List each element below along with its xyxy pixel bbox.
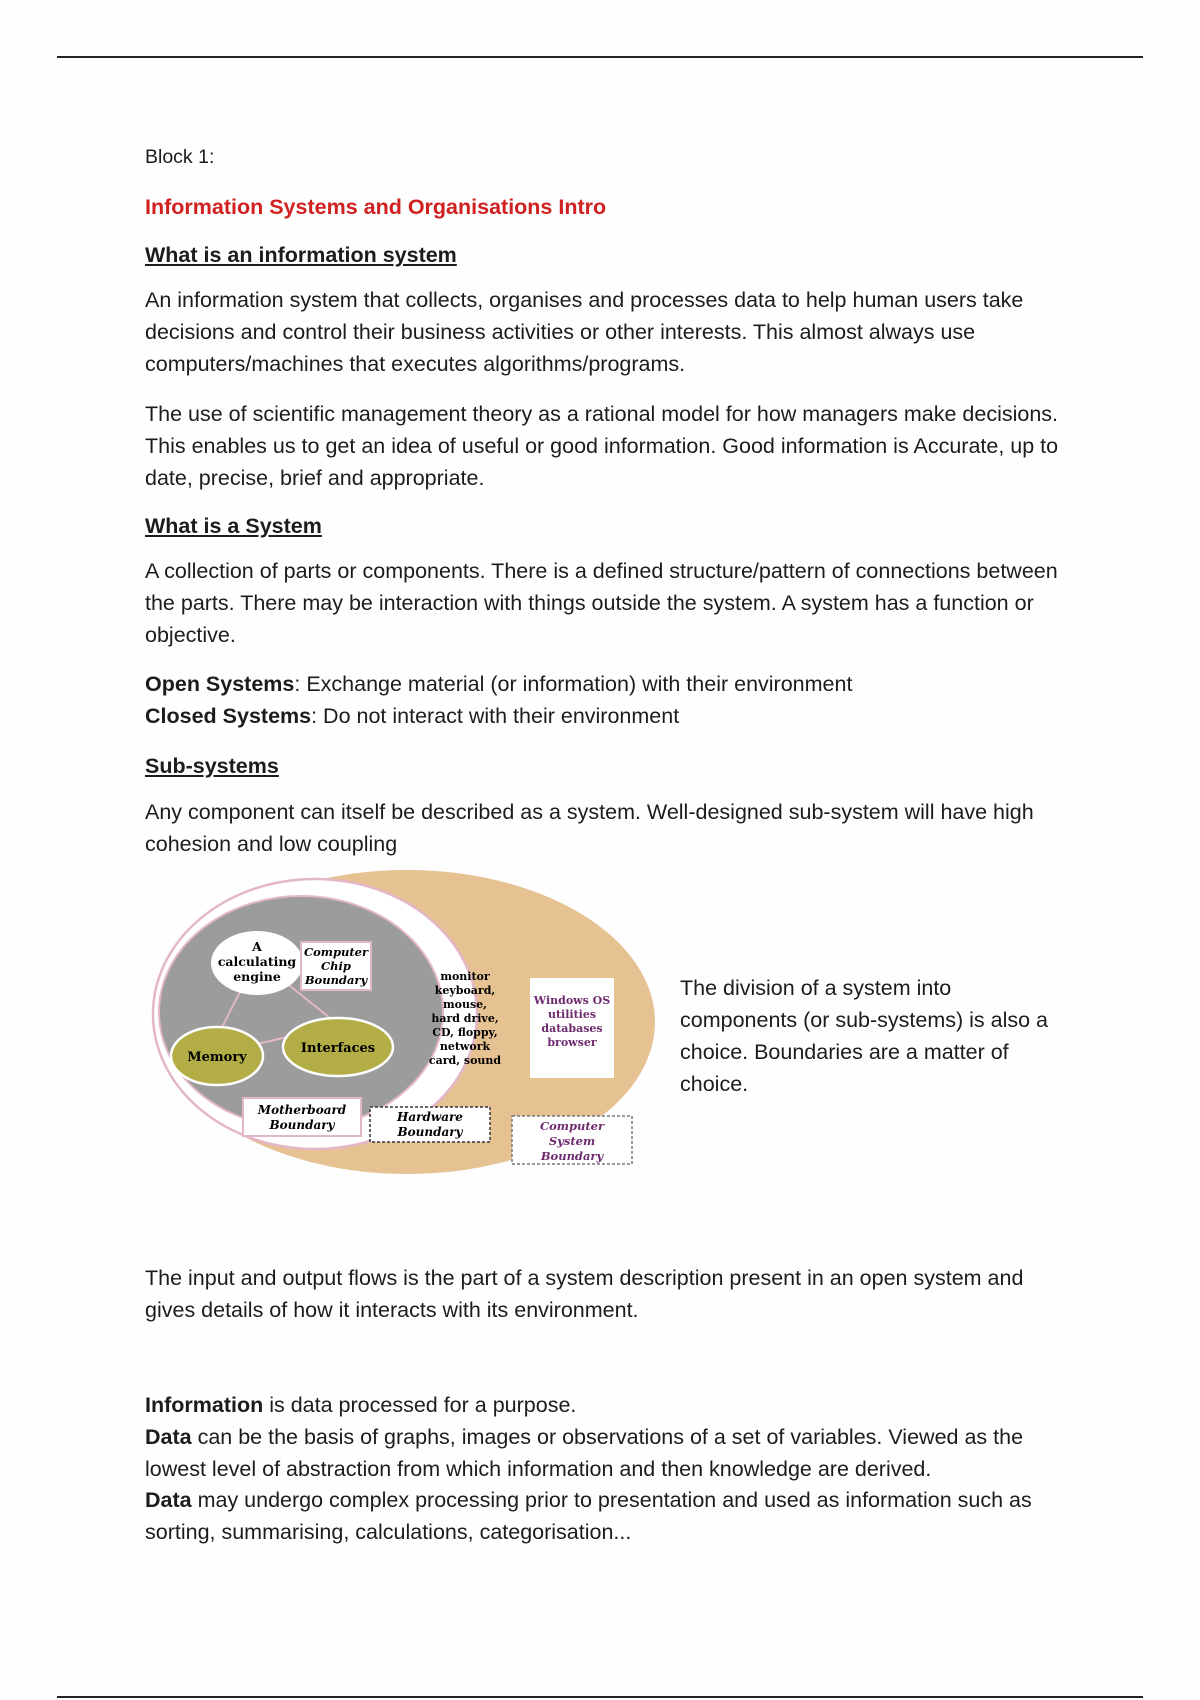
heading-system: What is a System <box>145 514 322 538</box>
computer-system-text-2: System <box>548 1134 596 1148</box>
memory-label: Memory <box>187 1050 247 1065</box>
chip-boundary-text-2: Chip <box>321 959 351 973</box>
peripheral-item: card, sound <box>428 1054 502 1067</box>
motherboard-text-1: Motherboard <box>257 1103 347 1117</box>
hardware-text-1: Hardware <box>397 1110 463 1124</box>
chip-boundary-text-3: Boundary <box>304 973 368 987</box>
heading-subsystems: Sub-systems <box>145 754 279 778</box>
paragraph-info-system-1: An information system that collects, organises and processes data to help human users take decisions and control their business activities or other interests. This almost always use computers/machines that executes algorithms/programs. <box>145 288 1024 376</box>
interfaces-label: Interfaces <box>300 1041 376 1056</box>
diagram-caption: The division of a system into components (or sub-systems) is also a choice. Boundaries are a matter of choice. <box>680 976 1049 1096</box>
data-label: Data <box>145 1425 192 1449</box>
closed-systems-label: Closed Systems <box>145 704 312 728</box>
closed-systems-text: : Do not interact with their environment <box>311 704 680 728</box>
paragraph-subsystems: Any component can itself be described as a system. Well-designed sub-system will have high cohesion and low coupling <box>145 800 1034 856</box>
peripheral-item: mouse, <box>443 998 487 1011</box>
data-definition-2 <box>145 1484 1065 1548</box>
block-label: Block 1: <box>145 146 215 168</box>
paragraph-info-system-2: The use of scientific management theory as a rational model for how managers make decisions. This enables us to get an idea of useful or good information. Good information is Accurate, up to date, precise, brief and appropriate. <box>145 402 1059 490</box>
peripheral-item: monitor <box>440 970 490 983</box>
data-definition-1 <box>145 1421 1065 1485</box>
chip-boundary-text-1: Computer <box>303 945 369 959</box>
information-definition <box>145 1389 1065 1421</box>
peripheral-item: keyboard, <box>434 984 496 997</box>
software-item: utilities <box>547 1008 597 1021</box>
software-item: browser <box>547 1036 597 1049</box>
software-item: databases <box>541 1022 603 1035</box>
data-text: can be the basis of graphs, images or observations of a set of variables. Viewed as the lowest level of abstraction from which information and then knowledge are derived. <box>145 1425 1024 1481</box>
calc-engine-text-3: engine <box>233 969 281 984</box>
peripheral-item: hard drive, <box>431 1012 499 1025</box>
computer-system-text-3: Boundary <box>540 1149 604 1163</box>
information-label: Information <box>145 1393 264 1417</box>
open-systems-text: : Exchange material (or information) with their environment <box>294 672 853 696</box>
peripheral-item: network <box>439 1040 491 1053</box>
paragraph-io-flows: The input and output flows is the part of a system description present in an open system and gives details of how it interacts with its environment. <box>145 1266 1024 1322</box>
closed-systems-line <box>145 700 1065 732</box>
heading-info-system: What is an information system <box>145 243 457 267</box>
document-title: Information Systems and Organisations Intro <box>145 195 607 219</box>
system-boundary-diagram <box>145 862 665 1182</box>
data-text: may undergo complex processing prior to presentation and used as information such as sorting, summarising, calculations, categorisation... <box>145 1488 1032 1544</box>
hardware-text-2: Boundary <box>397 1125 463 1139</box>
data-label: Data <box>145 1488 192 1512</box>
calc-engine-text-2: calculating <box>217 954 297 969</box>
peripheral-item: CD, floppy, <box>432 1026 498 1039</box>
software-item: Windows OS <box>533 994 611 1007</box>
calc-engine-text-1: A <box>252 939 262 954</box>
motherboard-text-2: Boundary <box>269 1118 335 1132</box>
paragraph-system-1: A collection of parts or components. There is a defined structure/pattern of connections between the parts. There may be interaction with things outside the system. A system has a function or objective. <box>145 559 1058 647</box>
open-systems-line <box>145 668 1065 700</box>
computer-system-text-1: Computer <box>539 1119 605 1133</box>
information-text: is data processed for a purpose. <box>263 1393 577 1417</box>
open-systems-label: Open Systems <box>145 672 295 696</box>
bottom-rule <box>57 1696 1143 1698</box>
top-rule <box>57 56 1143 58</box>
motherboard-region <box>159 896 443 1128</box>
